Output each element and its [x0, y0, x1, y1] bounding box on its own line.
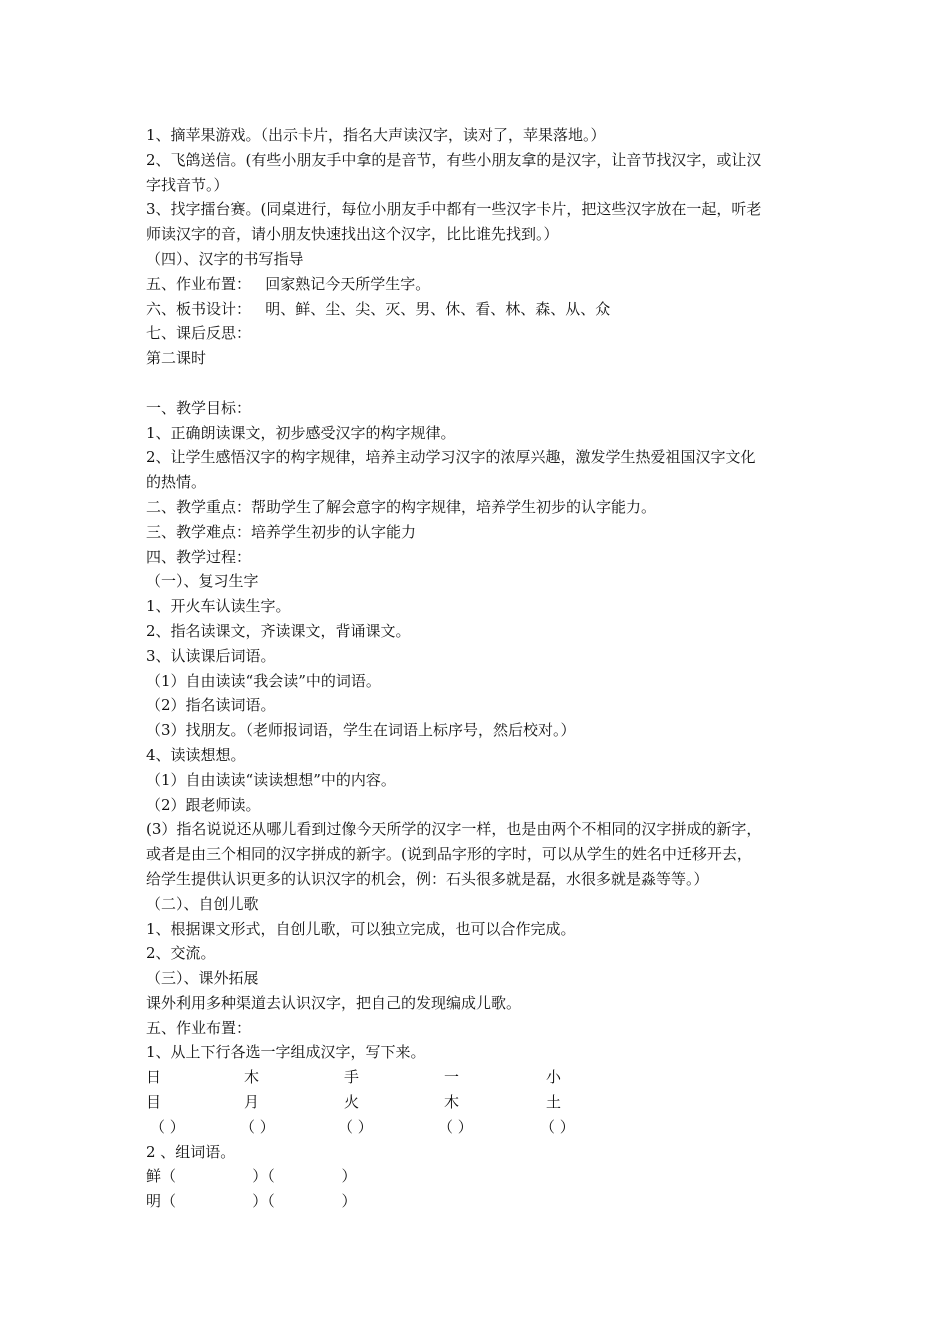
text-line: （1）自由读读“我会读”中的词语。: [146, 671, 381, 690]
exercise-top-char: 木: [244, 1068, 260, 1087]
text-line: （1）自由读读“读读想想”中的内容。: [146, 770, 396, 789]
blank-line: [146, 371, 816, 396]
text-line: 2、让学生感悟汉字的构字规律，培养主动学习汉字的浓厚兴趣，激发学生热爱祖国汉字文化: [146, 448, 756, 467]
text-line: 二、教学重点：帮助学生了解会意字的构字规律，培养学生初步的认字能力。: [146, 497, 657, 516]
exercise-answer-row: [146, 1115, 816, 1140]
exercise-top-char: 日: [146, 1068, 162, 1087]
text-line: 第二课时: [146, 349, 207, 368]
text-line: （3）找朋友。（老师报词语，学生在词语上标序号，然后校对。）: [146, 721, 576, 740]
word-row: [146, 1189, 816, 1214]
word-row-char: 鲜: [146, 1167, 162, 1186]
text-line: （三）、课外拓展: [146, 969, 259, 988]
text-line: （2）指名读词语。: [146, 696, 276, 715]
text-line: （二）、自创儿歌: [146, 894, 259, 913]
text-line: 四、教学过程：: [146, 547, 252, 566]
text-line: 三、教学难点：培养学生初步的认字能力: [146, 522, 417, 541]
text-line: 1、根据课文形式，自创儿歌，可以独立完成，也可以合作完成。: [146, 919, 576, 938]
word-row-blanks: （ ）（ ）: [161, 1192, 357, 1211]
text-line: 的热情。: [146, 473, 207, 492]
document-page: [146, 123, 816, 1214]
exercise-bottom-char: 木: [444, 1093, 460, 1112]
exercise-top-char: 一: [444, 1068, 460, 1087]
text-line: 字找音节。）: [146, 175, 229, 194]
exercise-bottom-char: 土: [546, 1093, 562, 1112]
exercise-bottom-char: 火: [344, 1093, 360, 1112]
exercise-bottom-char: 月: [244, 1093, 260, 1112]
word-row-blanks: （ ）（ ）: [161, 1167, 357, 1186]
text-line: （一）、复习生字: [146, 572, 259, 591]
exercise-top-char: 小: [546, 1068, 562, 1087]
word-row: [146, 1164, 816, 1189]
text-line: 1、摘苹果游戏。（出示卡片，指名大声读汉字，读对了，苹果落地。）: [146, 126, 606, 144]
text-line: 给学生提供认识更多的认识汉字的机会，例：石头很多就是磊，水很多就是淼等等。）: [146, 869, 709, 888]
exercise-top-char: 手: [344, 1068, 360, 1087]
lesson-section-two: [146, 396, 816, 1066]
text-line: 课外利用多种渠道去认识汉字，把自己的发现编成儿歌。: [146, 993, 522, 1012]
text-line: 3、找字擂台赛。(同桌进行，每位小朋友手中都有一些汉字卡片，把这些汉字放在一起，听老: [146, 200, 762, 219]
text-line: 1、从上下行各选一字组成汉字，写下来。: [146, 1043, 426, 1062]
text-line: 五、作业布置：: [146, 1018, 252, 1037]
text-line: 2、飞鸽送信。(有些小朋友手中拿的是音节，有些小朋友拿的是汉字，让音节找汉字，或让汉: [146, 150, 762, 169]
answer-blank: （ ）: [540, 1117, 575, 1136]
word-task-title: 2 、组词语。: [146, 1142, 236, 1161]
text-line: 一、教学目标：: [146, 398, 252, 417]
answer-blank: （ ）: [338, 1117, 373, 1136]
answer-blank: （ ）: [240, 1117, 275, 1136]
text-line: （2）跟老师读。: [146, 795, 261, 814]
text-line: 1、正确朗读课文，初步感受汉字的构字规律。: [146, 423, 456, 442]
text-line: 或者是由三个相同的汉字拼成的新字。(说到品字形的字时，可以从学生的姓名中迁移开去，: [146, 845, 752, 864]
answer-blank: （ ）: [150, 1117, 185, 1136]
text-line: 2、指名读课文，齐读课文，背诵课文。: [146, 621, 411, 640]
text-line: 五、作业布置： 回家熟记今天所学生字。: [146, 274, 431, 293]
text-line: 1、开火车认读生字。: [146, 597, 291, 616]
exercise-bottom-row: [146, 1090, 816, 1115]
text-line: 3、认读课后词语。: [146, 646, 276, 665]
exercise-bottom-char: 目: [146, 1093, 162, 1112]
lesson-section-one: [146, 123, 816, 371]
word-row-char: 明: [146, 1192, 162, 1211]
text-line: 4、读读想想。: [146, 745, 246, 764]
text-line: 七、课后反思：: [146, 324, 252, 343]
text-line: (3）指名说说还从哪儿看到过像今天所学的汉字一样，也是由两个不相同的汉字拼成的新字，: [146, 820, 762, 839]
text-line: 六、板书设计： 明、鲜、尘、尖、灭、男、休、看、林、森、从、众: [146, 299, 611, 318]
exercise-top-row: [146, 1065, 816, 1090]
text-line: （四）、汉字的书写指导: [146, 249, 304, 268]
text-line: 师读汉字的音，请小朋友快速找出这个汉字，比比谁先找到。）: [146, 225, 559, 244]
answer-blank: （ ）: [438, 1117, 473, 1136]
text-line: 2、交流。: [146, 944, 216, 963]
